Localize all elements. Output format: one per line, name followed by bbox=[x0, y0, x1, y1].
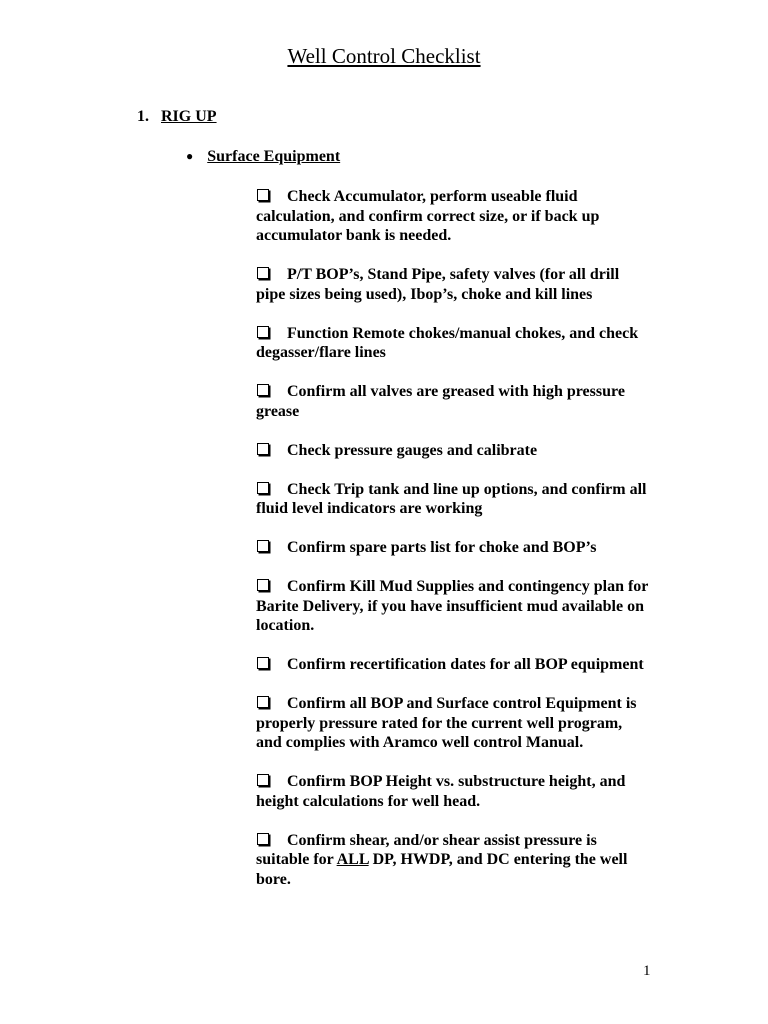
checkbox-icon[interactable] bbox=[257, 774, 269, 786]
checkbox-icon[interactable] bbox=[257, 657, 269, 669]
checklist-item-text: DP, HWDP, and DC entering the well bore. bbox=[256, 851, 628, 888]
checkbox-icon[interactable] bbox=[257, 833, 269, 845]
checklist-item bbox=[256, 187, 651, 246]
bullet-icon: ● bbox=[186, 149, 194, 163]
checklist-item-text: P/T BOP’s, Stand Pipe, safety valves (for all drill pipe sizes being used), Ibop’s, choke and kill lines bbox=[256, 266, 620, 303]
checkbox-icon[interactable] bbox=[257, 326, 269, 338]
checkbox-icon[interactable] bbox=[257, 482, 269, 494]
checklist-item bbox=[256, 538, 651, 558]
checkbox-icon[interactable] bbox=[257, 579, 269, 591]
page-number: 1 bbox=[643, 963, 651, 979]
emphasis-text: ALL bbox=[336, 851, 369, 868]
checkbox-icon[interactable] bbox=[257, 267, 269, 279]
checkbox-icon[interactable] bbox=[257, 384, 269, 396]
checklist-item bbox=[256, 441, 651, 461]
checklist-item-text: Confirm all BOP and Surface control Equipment is properly pressure rated for the current well program, and complies with Aramco well control Manual. bbox=[256, 695, 637, 751]
checklist-item-text: Confirm shear, and/or shear assist pressure is suitable for bbox=[256, 831, 597, 868]
checklist-item bbox=[256, 382, 651, 421]
checkbox-icon[interactable] bbox=[257, 696, 269, 708]
checklist-item bbox=[256, 480, 651, 519]
checklist-item bbox=[256, 655, 651, 675]
checklist-item-text: Confirm all valves are greased with high pressure grease bbox=[256, 383, 625, 420]
checklist bbox=[256, 187, 651, 889]
checklist-item bbox=[256, 831, 651, 890]
checkbox-icon[interactable] bbox=[257, 443, 269, 455]
checklist-item-text: Confirm BOP Height vs. substructure height, and height calculations for well head. bbox=[256, 773, 626, 810]
checklist-item-text: Confirm recertification dates for all BOP equipment bbox=[287, 656, 644, 673]
section-heading bbox=[137, 108, 217, 126]
checklist-item-text: Check pressure gauges and calibrate bbox=[287, 441, 538, 459]
checklist-item-text: Confirm Kill Mud Supplies and contingency plan for Barite Delivery, if you have insufficient mud available on location. bbox=[256, 578, 649, 634]
checklist-item bbox=[256, 265, 651, 304]
document-title: Well Control Checklist bbox=[287, 44, 481, 68]
checklist-item-text: Function Remote chokes/manual chokes, and check degasser/flare lines bbox=[256, 324, 639, 361]
checkbox-icon[interactable] bbox=[257, 540, 269, 552]
section-title: RIG UP bbox=[161, 108, 217, 125]
checklist-item-text: Check Trip tank and line up options, and confirm all fluid level indicators are working bbox=[256, 480, 647, 517]
checkbox-icon[interactable] bbox=[257, 189, 269, 201]
checklist-item bbox=[256, 772, 651, 811]
checklist-item bbox=[256, 694, 651, 753]
checklist-item-text: Confirm spare parts list for choke and BOP’s bbox=[287, 539, 597, 556]
subsection-heading bbox=[186, 148, 340, 166]
section-number: 1. bbox=[137, 108, 149, 125]
subsection-title: Surface Equipment bbox=[207, 148, 341, 165]
checklist-item-text: Check Accumulator, perform useable fluid calculation, and confirm correct size, or if back up accumulator bank is needed. bbox=[256, 188, 600, 244]
checklist-item bbox=[256, 577, 651, 636]
checklist-item bbox=[256, 324, 651, 363]
